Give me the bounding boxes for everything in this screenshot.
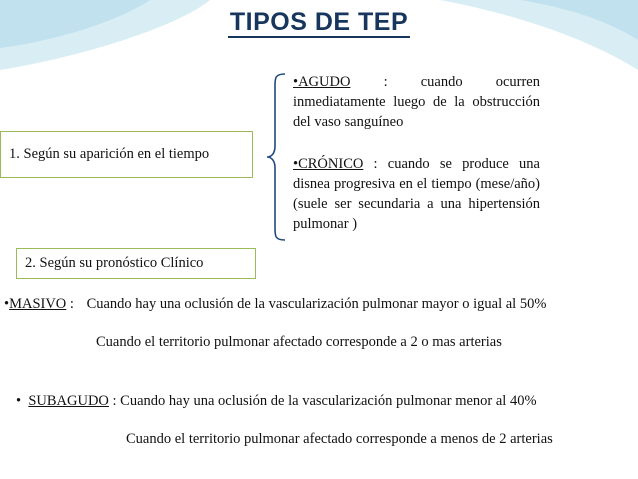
cronico-definition [293,154,540,234]
cronico-label: •CRÓNICO [293,156,364,172]
masivo-line1 [4,296,546,313]
category-box-time-label: 1. Según su aparición en el tiempo [9,146,210,162]
subagudo-label: SUBAGUDO [28,393,109,409]
agudo-definition [293,72,540,132]
page-title-text: TIPOS DE TEP [229,8,409,36]
page-title [0,8,638,37]
masivo-line2 [96,334,502,351]
category-box-prognosis-label: 2. Según su pronóstico Clínico [25,255,204,271]
subagudo-text2: Cuando el territorio pulmonar afectado corresponde a menos de 2 arterias [126,431,553,447]
category-box-prognosis [16,248,256,279]
masivo-bullet: • [4,296,10,312]
subagudo-text1: : Cuando hay una oclusión de la vascularización pulmonar menor al 40% [108,393,537,409]
masivo-text1: Cuando hay una oclusión de la vascularización pulmonar mayor o igual al 50% [86,296,547,312]
agudo-label: •AGUDO [293,74,351,90]
subagudo-line1 [16,393,537,410]
subagudo-line2 [126,431,553,448]
curly-brace [265,72,287,242]
subagudo-bullet: • [16,393,29,409]
masivo-sep: : [66,296,78,312]
cronico-text: : cuando se produce una disnea progresiva en el tiempo (mese/año) (suele ser secundaria a una hipertensión pulmonar ) [293,156,540,232]
category-box-time [0,131,253,178]
masivo-label: MASIVO [9,296,67,312]
masivo-text2: Cuando el territorio pulmonar afectado corresponde a 2 o mas arterias [96,334,502,350]
agudo-text: : cuando ocurren inmediatamente luego de la obstrucción del vaso sanguíneo [293,74,540,130]
